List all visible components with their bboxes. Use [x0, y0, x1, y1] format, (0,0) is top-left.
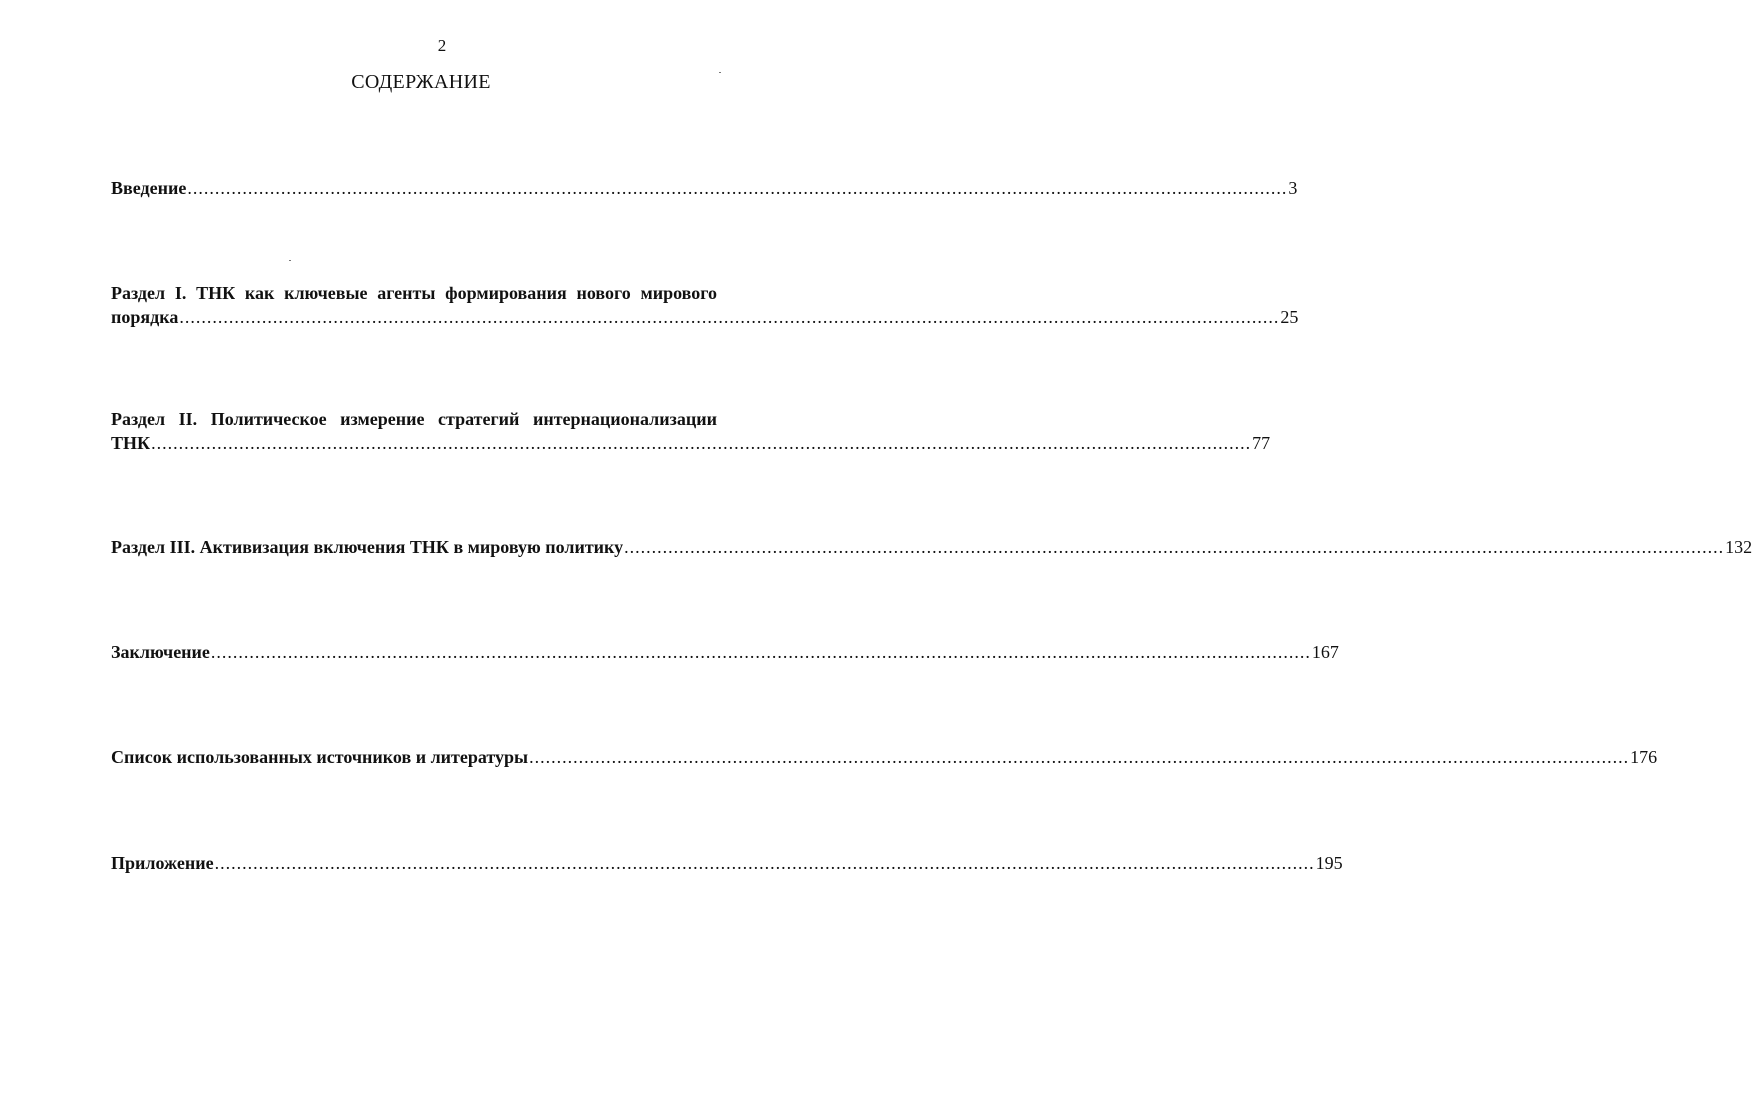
toc-label-section-2-line1: Раздел II. Политическое измерение стратегий интернационализации: [111, 409, 717, 429]
toc-entry-section-3: [111, 535, 1752, 559]
page-title: СОДЕРЖАНИЕ: [351, 71, 491, 93]
toc-page-conclusion: 167: [1311, 642, 1339, 662]
toc-entry-section-1: [111, 281, 1299, 329]
dot-leader: ........................................................................................................................................................................................................: [179, 307, 1280, 327]
toc-entry-appendix: [111, 851, 1343, 875]
toc-entry-section-2: [111, 407, 1271, 455]
dot-leader: ........................................................................................................................................................................................................: [214, 853, 1315, 873]
toc-page-section-2: 77: [1252, 433, 1271, 453]
page-number: 2: [437, 36, 447, 55]
dot-leader: ........................................................................................................................................................................................................: [210, 642, 1311, 662]
toc-label-conclusion: Заключение: [111, 642, 210, 662]
toc-label-appendix: Приложение: [111, 853, 214, 873]
toc-page-section-1: 25: [1280, 307, 1299, 327]
toc-page-intro: 3: [1288, 178, 1298, 198]
scan-speck: [719, 72, 721, 73]
toc-label-section-3: Раздел III. Активизация включения ТНК в мировую политику: [111, 537, 624, 557]
toc-label-section-2-line2: ТНК: [111, 433, 151, 453]
toc-label-section-1-line2: порядка: [111, 307, 179, 327]
toc-entry-intro: [111, 176, 1298, 200]
dot-leader: ........................................................................................................................................................................................................: [151, 433, 1252, 453]
toc-entry-conclusion: [111, 640, 1339, 664]
toc-entry-references: [111, 745, 1658, 769]
dot-leader: ........................................................................................................................................................................................................: [529, 747, 1630, 767]
toc-label-intro: Введение: [111, 178, 187, 198]
toc-page-references: 176: [1630, 747, 1658, 767]
scan-speck: [289, 260, 291, 261]
dot-leader: ........................................................................................................................................................................................................: [624, 537, 1725, 557]
toc-page-section-3: 132: [1725, 537, 1752, 557]
toc-label-references: Список использованных источников и литературы: [111, 747, 529, 767]
toc-label-section-1-line1: Раздел I. ТНК как ключевые агенты формирования нового мирового: [111, 283, 717, 303]
dot-leader: ........................................................................................................................................................................................................: [187, 178, 1288, 198]
toc-page-appendix: 195: [1315, 853, 1343, 873]
